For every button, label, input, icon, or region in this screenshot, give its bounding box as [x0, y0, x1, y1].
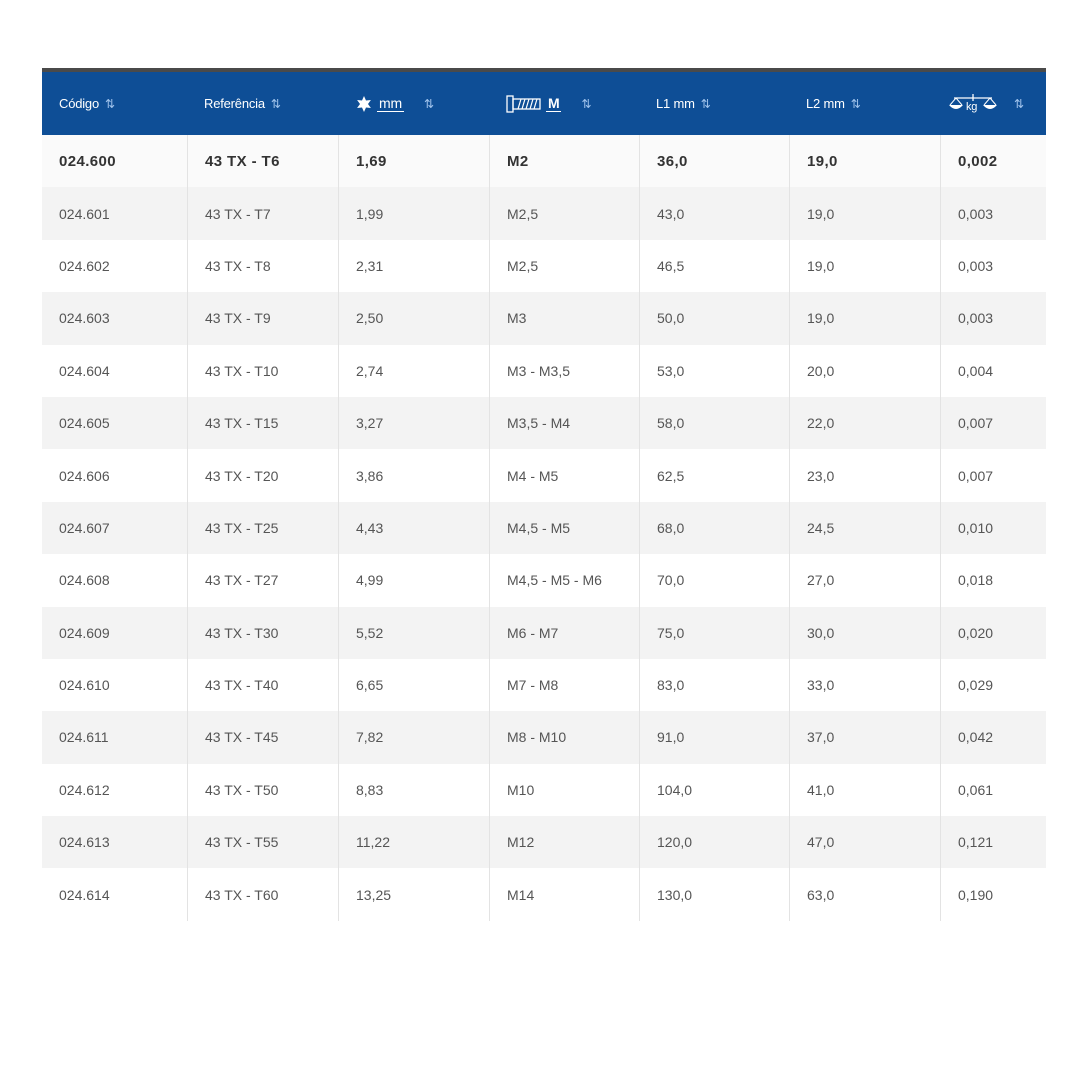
- cell-l2: 30,0: [789, 607, 940, 659]
- table-row: [42, 554, 1046, 606]
- cell-weight: 0,007: [940, 397, 1046, 449]
- table-row: [42, 659, 1046, 711]
- table-row: [42, 345, 1046, 397]
- cell-referencia: 43 TX - T9: [187, 292, 338, 344]
- cell-codigo: 024.600: [59, 152, 117, 170]
- cell-codigo: 024.605: [59, 415, 110, 432]
- header-weight[interactable]: [940, 72, 1046, 135]
- cell-thread: M4,5 - M5 - M6: [489, 554, 639, 606]
- table-row: [42, 292, 1046, 344]
- cell-codigo: 024.606: [59, 467, 110, 484]
- cell-referencia: 43 TX - T6: [187, 135, 338, 187]
- table-row: [42, 868, 1046, 920]
- cell-thread: M3,5 - M4: [489, 397, 639, 449]
- header-label: M: [548, 95, 560, 111]
- cell-l1: 120,0: [639, 816, 789, 868]
- cell-l1: 36,0: [639, 135, 789, 187]
- cell-weight: 0,042: [940, 711, 1046, 763]
- cell-l2: 63,0: [789, 868, 940, 920]
- cell-l1: 68,0: [639, 502, 789, 554]
- cell-referencia: 43 TX - T45: [187, 711, 338, 763]
- sort-icon[interactable]: ⇅: [581, 96, 590, 111]
- cell-weight: 0,010: [940, 502, 1046, 554]
- table-row: [42, 449, 1046, 501]
- cell-l2: 19,0: [789, 292, 940, 344]
- cell-referencia: 43 TX - T55: [187, 816, 338, 868]
- cell-l1: 50,0: [639, 292, 789, 344]
- cell-torx-size: 2,50: [338, 292, 489, 344]
- cell-codigo: 024.604: [59, 362, 110, 379]
- cell-thread: M12: [489, 816, 639, 868]
- cell-referencia: 43 TX - T27: [187, 554, 338, 606]
- cell-l1: 58,0: [639, 397, 789, 449]
- cell-codigo: 024.612: [59, 781, 110, 798]
- cell-torx-size: 2,74: [338, 345, 489, 397]
- cell-l2: 27,0: [789, 554, 940, 606]
- cell-l1: 130,0: [639, 868, 789, 920]
- cell-torx-size: 4,99: [338, 554, 489, 606]
- cell-referencia: 43 TX - T60: [187, 868, 338, 920]
- cell-torx-size: 6,65: [338, 659, 489, 711]
- cell-thread: M7 - M8: [489, 659, 639, 711]
- table-row: [42, 397, 1046, 449]
- thread-screw-icon: [506, 94, 542, 114]
- cell-torx-size: 2,31: [338, 240, 489, 292]
- cell-l1: 53,0: [639, 345, 789, 397]
- cell-thread: M6 - M7: [489, 607, 639, 659]
- cell-weight: 0,002: [940, 135, 1046, 187]
- cell-referencia: 43 TX - T7: [187, 187, 338, 239]
- table-row: [42, 711, 1046, 763]
- cell-thread: M2,5: [489, 187, 639, 239]
- cell-l2: 22,0: [789, 397, 940, 449]
- cell-thread: M8 - M10: [489, 711, 639, 763]
- cell-l1: 46,5: [639, 240, 789, 292]
- cell-codigo: 024.608: [59, 572, 110, 589]
- header-label: Código: [59, 96, 99, 111]
- cell-l2: 41,0: [789, 764, 940, 816]
- cell-codigo: 024.602: [59, 257, 110, 274]
- cell-weight: 0,121: [940, 816, 1046, 868]
- table-row: [42, 764, 1046, 816]
- cell-l1: 43,0: [639, 187, 789, 239]
- cell-torx-size: 3,27: [338, 397, 489, 449]
- cell-torx-size: 4,43: [338, 502, 489, 554]
- cell-torx-size: 7,82: [338, 711, 489, 763]
- cell-referencia: 43 TX - T50: [187, 764, 338, 816]
- cell-weight: 0,190: [940, 868, 1046, 920]
- cell-l1: 83,0: [639, 659, 789, 711]
- cell-weight: 0,029: [940, 659, 1046, 711]
- sort-icon[interactable]: ⇅: [423, 96, 432, 111]
- cell-l2: 23,0: [789, 449, 940, 501]
- header-codigo[interactable]: [42, 72, 187, 135]
- header-label: L2 mm: [806, 96, 845, 111]
- cell-codigo: 024.611: [59, 729, 109, 746]
- cell-l2: 37,0: [789, 711, 940, 763]
- cell-weight: 0,018: [940, 554, 1046, 606]
- table-body: [42, 135, 1046, 921]
- table-row: [42, 502, 1046, 554]
- sort-icon[interactable]: ⇅: [105, 96, 114, 111]
- cell-referencia: 43 TX - T20: [187, 449, 338, 501]
- sort-icon[interactable]: ⇅: [700, 96, 709, 111]
- cell-thread: M14: [489, 868, 639, 920]
- cell-torx-size: 11,22: [338, 816, 489, 868]
- cell-referencia: 43 TX - T40: [187, 659, 338, 711]
- sort-icon[interactable]: ⇅: [270, 96, 279, 111]
- cell-torx-size: 1,69: [338, 135, 489, 187]
- cell-l1: 70,0: [639, 554, 789, 606]
- cell-weight: 0,003: [940, 240, 1046, 292]
- product-table: [42, 68, 1046, 921]
- header-label: kg: [966, 100, 978, 113]
- cell-weight: 0,004: [940, 345, 1046, 397]
- cell-torx-size: 3,86: [338, 449, 489, 501]
- cell-weight: 0,061: [940, 764, 1046, 816]
- header-label: L1 mm: [656, 96, 695, 111]
- cell-thread: M10: [489, 764, 639, 816]
- cell-weight: 0,003: [940, 292, 1046, 344]
- cell-l2: 24,5: [789, 502, 940, 554]
- cell-torx-size: 8,83: [338, 764, 489, 816]
- cell-l1: 104,0: [639, 764, 789, 816]
- header-label: mm: [379, 95, 402, 111]
- torx-star-icon: [355, 95, 373, 113]
- cell-l2: 20,0: [789, 345, 940, 397]
- table-row: [42, 135, 1046, 187]
- cell-l2: 19,0: [789, 135, 940, 187]
- table-row: [42, 607, 1046, 659]
- cell-thread: M2,5: [489, 240, 639, 292]
- header-referencia[interactable]: [187, 72, 338, 135]
- cell-codigo: 024.610: [59, 677, 110, 694]
- cell-referencia: 43 TX - T30: [187, 607, 338, 659]
- header-l1[interactable]: [639, 72, 789, 135]
- header-l2[interactable]: [789, 72, 940, 135]
- cell-torx-size: 1,99: [338, 187, 489, 239]
- cell-thread: M2: [489, 135, 639, 187]
- cell-weight: 0,003: [940, 187, 1046, 239]
- cell-codigo: 024.609: [59, 624, 110, 641]
- table-header: [42, 72, 1046, 135]
- header-label: Referência: [204, 96, 265, 111]
- cell-l1: 75,0: [639, 607, 789, 659]
- table-row: [42, 816, 1046, 868]
- scale-icon: [948, 93, 998, 115]
- cell-torx-size: 5,52: [338, 607, 489, 659]
- cell-torx-size: 13,25: [338, 868, 489, 920]
- cell-codigo: 024.613: [59, 834, 110, 851]
- table-row: [42, 240, 1046, 292]
- cell-l2: 33,0: [789, 659, 940, 711]
- table-row: [42, 187, 1046, 239]
- sort-icon[interactable]: ⇅: [850, 96, 859, 111]
- header-torx-size[interactable]: [338, 72, 489, 135]
- cell-thread: M3 - M3,5: [489, 345, 639, 397]
- cell-l1: 91,0: [639, 711, 789, 763]
- cell-l2: 47,0: [789, 816, 940, 868]
- cell-referencia: 43 TX - T8: [187, 240, 338, 292]
- cell-l1: 62,5: [639, 449, 789, 501]
- cell-referencia: 43 TX - T10: [187, 345, 338, 397]
- cell-codigo: 024.614: [59, 886, 110, 903]
- cell-referencia: 43 TX - T15: [187, 397, 338, 449]
- cell-l2: 19,0: [789, 187, 940, 239]
- cell-thread: M3: [489, 292, 639, 344]
- cell-weight: 0,020: [940, 607, 1046, 659]
- cell-referencia: 43 TX - T25: [187, 502, 338, 554]
- cell-codigo: 024.603: [59, 310, 110, 327]
- sort-icon[interactable]: ⇅: [1014, 96, 1023, 111]
- header-thread[interactable]: [489, 72, 639, 135]
- cell-thread: M4,5 - M5: [489, 502, 639, 554]
- cell-codigo: 024.607: [59, 519, 110, 536]
- cell-l2: 19,0: [789, 240, 940, 292]
- cell-thread: M4 - M5: [489, 449, 639, 501]
- cell-codigo: 024.601: [59, 205, 110, 222]
- cell-weight: 0,007: [940, 449, 1046, 501]
